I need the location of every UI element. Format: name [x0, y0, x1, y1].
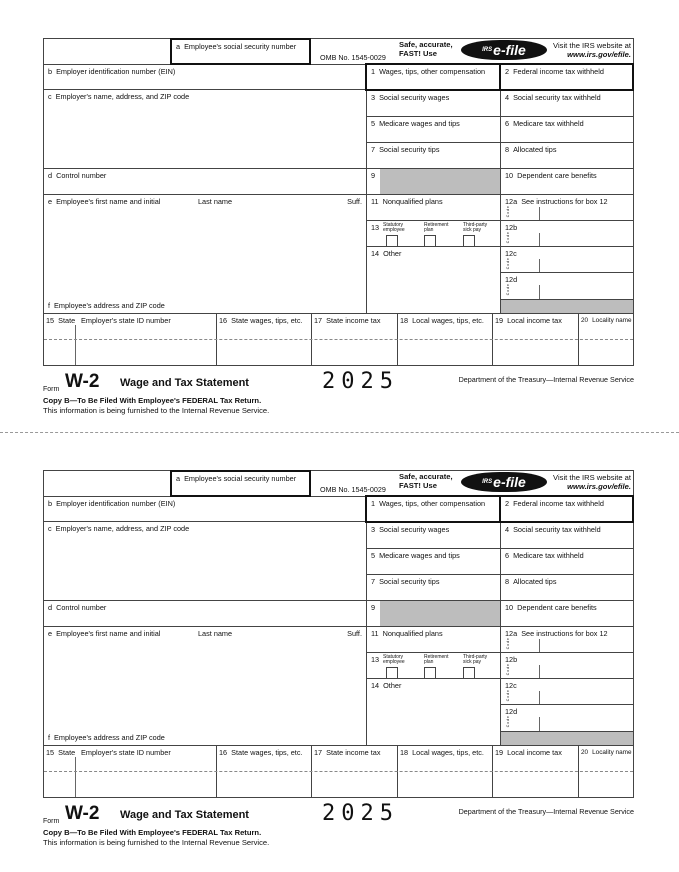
- department-text: Department of the Treasury—Internal Revenue Service: [458, 807, 634, 816]
- box-e-employee-name[interactable]: e Employee's first name and initial Last name Suff. f Employee's address and ZIP code: [43, 626, 367, 746]
- tax-year: 2025: [322, 801, 399, 826]
- irs-website-text: Visit the IRS website at www.irs.gov/efile.: [553, 41, 631, 60]
- box-19-local-tax[interactable]: 19 Local income tax: [492, 313, 579, 366]
- safe-accurate-text: Safe, accurate, FAST! Use: [399, 472, 453, 490]
- box-17-state-tax[interactable]: 17 State income tax: [311, 313, 398, 366]
- box-18-local-wages[interactable]: 18 Local wages, tips, etc.: [397, 313, 493, 366]
- third-party-label: Third-party sick pay: [463, 222, 488, 234]
- box-c-employer[interactable]: c Employer's name, address, and ZIP code: [43, 521, 367, 601]
- state-row-separator: [44, 771, 633, 772]
- box-12d[interactable]: 12d C o d e: [500, 704, 634, 732]
- irs-efile-logo: $^{IRS}$e-file: [461, 472, 547, 492]
- wage-tax-statement-title: Wage and Tax Statement: [120, 809, 249, 821]
- code-label: C o d e: [506, 690, 510, 702]
- omb-number: OMB No. 1545-0029: [320, 53, 386, 62]
- box-14-other[interactable]: 14 Other: [366, 678, 501, 746]
- box-3-ss-wages[interactable]: 3 Social security wages: [366, 90, 501, 117]
- box-9: 9: [366, 600, 501, 627]
- box-12-shading: [500, 299, 634, 314]
- box-12a[interactable]: 12a See instructions for box 12 C o d e: [500, 194, 634, 221]
- box-12d[interactable]: 12d C o d e: [500, 272, 634, 300]
- code-label: C o d e: [506, 232, 510, 244]
- department-text: Department of the Treasury—Internal Revenue Service: [458, 375, 634, 384]
- box-1-wages[interactable]: 1 Wages, tips, other compensation: [365, 63, 501, 91]
- box-5-medicare-wages[interactable]: 5 Medicare wages and tips: [366, 116, 501, 143]
- form-word: Form: [43, 386, 60, 393]
- box-7-ss-tips[interactable]: 7 Social security tips: [366, 142, 501, 169]
- box-14-other[interactable]: 14 Other: [366, 246, 501, 314]
- w2-form-copy-2: [43, 470, 634, 867]
- code-label: C o d e: [506, 664, 510, 676]
- form-w2-title: W-2: [65, 371, 100, 392]
- code-label: C o d e: [506, 638, 510, 650]
- box-12b[interactable]: 12b C o d e: [500, 652, 634, 679]
- box-19-local-tax[interactable]: 19 Local income tax: [492, 745, 579, 798]
- box-18-local-wages[interactable]: 18 Local wages, tips, etc.: [397, 745, 493, 798]
- box-f-label: f Employee's address and ZIP code: [48, 732, 165, 742]
- blank-top-left: [43, 38, 171, 65]
- box-f-label: f Employee's address and ZIP code: [48, 300, 165, 310]
- code-divider: [539, 259, 540, 273]
- box-2-federal-tax[interactable]: 2 Federal income tax withheld: [499, 63, 634, 91]
- box-7-ss-tips[interactable]: 7 Social security tips: [366, 574, 501, 601]
- box-13: 13 Statutory employee Retirement plan Third-party sick pay: [366, 220, 501, 247]
- box-3-ss-wages[interactable]: 3 Social security wages: [366, 522, 501, 549]
- form-word: Form: [43, 818, 60, 825]
- code-divider: [539, 717, 540, 732]
- box-16-state-wages[interactable]: 16 State wages, tips, etc.: [216, 313, 312, 366]
- box-20-locality[interactable]: 20 Locality name: [578, 745, 634, 798]
- safe-accurate-text: Safe, accurate, FAST! Use: [399, 40, 453, 58]
- last-name-label: Last name: [198, 629, 233, 638]
- wage-tax-statement-title: Wage and Tax Statement: [120, 377, 249, 389]
- box-11-nonqualified[interactable]: 11 Nonqualified plans: [366, 194, 501, 221]
- box-12b[interactable]: 12b C o d e: [500, 220, 634, 247]
- box-8-allocated-tips[interactable]: 8 Allocated tips: [500, 574, 634, 601]
- retirement-label: Retirement plan: [424, 654, 449, 666]
- box-a-ssn[interactable]: a Employee's social security number: [170, 470, 311, 497]
- last-name-label: Last name: [198, 197, 233, 206]
- box-15-state[interactable]: 15 State Employer's state ID number: [43, 745, 217, 798]
- tax-year: 2025: [322, 369, 399, 394]
- box-20-locality[interactable]: 20 Locality name: [578, 313, 634, 366]
- form-w2-title: W-2: [65, 803, 100, 824]
- statutory-label: Statutory employee: [383, 654, 405, 666]
- box-9-shading: [380, 601, 500, 626]
- code-divider: [539, 691, 540, 705]
- box-11-nonqualified[interactable]: 11 Nonqualified plans: [366, 626, 501, 653]
- box-9-shading: [380, 169, 500, 194]
- box-6-medicare-tax[interactable]: 6 Medicare tax withheld: [500, 116, 634, 143]
- box-b-ein[interactable]: b Employer identification number (EIN): [43, 496, 367, 522]
- copy-b-text: Copy B—To Be Filed With Employee's FEDERAL Tax Return.: [43, 828, 262, 837]
- box-2-federal-tax[interactable]: 2 Federal income tax withheld: [499, 495, 634, 523]
- box-a-ssn[interactable]: a Employee's social security number: [170, 38, 311, 65]
- box-5-medicare-wages[interactable]: 5 Medicare wages and tips: [366, 548, 501, 575]
- code-divider: [539, 285, 540, 300]
- box-10-dependent-care[interactable]: 10 Dependent care benefits: [500, 600, 634, 627]
- furnish-text: This information is being furnished to the Internal Revenue Service.: [43, 406, 270, 415]
- statutory-label: Statutory employee: [383, 222, 405, 234]
- box-c-employer[interactable]: c Employer's name, address, and ZIP code: [43, 89, 367, 169]
- box-15-state[interactable]: 15 State Employer's state ID number: [43, 313, 217, 366]
- w2-form-copy-1: [43, 38, 634, 435]
- perforation-line: [0, 432, 679, 433]
- box-1-wages[interactable]: 1 Wages, tips, other compensation: [365, 495, 501, 523]
- third-party-label: Third-party sick pay: [463, 654, 488, 666]
- state-row-separator: [44, 339, 633, 340]
- box-b-ein[interactable]: b Employer identification number (EIN): [43, 64, 367, 90]
- box-16-state-wages[interactable]: 16 State wages, tips, etc.: [216, 745, 312, 798]
- box-17-state-tax[interactable]: 17 State income tax: [311, 745, 398, 798]
- box-6-medicare-tax[interactable]: 6 Medicare tax withheld: [500, 548, 634, 575]
- box-12-shading: [500, 731, 634, 746]
- irs-efile-logo: $^{IRS}$e-file: [461, 40, 547, 60]
- code-label: C o d e: [506, 206, 510, 218]
- box-12c[interactable]: 12c C o d e: [500, 678, 634, 705]
- box-4-ss-tax[interactable]: 4 Social security tax withheld: [500, 90, 634, 117]
- box-d-control[interactable]: d Control number: [43, 168, 367, 195]
- code-divider: [539, 639, 540, 653]
- box-e-employee-name[interactable]: e Employee's first name and initial Last name Suff. f Employee's address and ZIP code: [43, 194, 367, 314]
- box-13: 13 Statutory employee Retirement plan Third-party sick pay: [366, 652, 501, 679]
- code-label: C o d e: [506, 284, 510, 296]
- copy-b-text: Copy B—To Be Filed With Employee's FEDERAL Tax Return.: [43, 396, 262, 405]
- state-divider: [75, 757, 76, 797]
- code-label: C o d e: [506, 258, 510, 270]
- box-8-allocated-tips[interactable]: 8 Allocated tips: [500, 142, 634, 169]
- code-label: C o d e: [506, 716, 510, 728]
- blank-top-left: [43, 470, 171, 497]
- state-id-label: Employer's state ID number: [81, 316, 171, 325]
- omb-number: OMB No. 1545-0029: [320, 485, 386, 494]
- code-divider: [539, 233, 540, 247]
- box-d-control[interactable]: d Control number: [43, 600, 367, 627]
- box-9: 9: [366, 168, 501, 195]
- box-10-dependent-care[interactable]: 10 Dependent care benefits: [500, 168, 634, 195]
- furnish-text: This information is being furnished to the Internal Revenue Service.: [43, 838, 270, 847]
- state-id-label: Employer's state ID number: [81, 748, 171, 757]
- code-divider: [539, 665, 540, 679]
- box-4-ss-tax[interactable]: 4 Social security tax withheld: [500, 522, 634, 549]
- state-divider: [75, 325, 76, 365]
- irs-website-text: Visit the IRS website at www.irs.gov/efile.: [553, 473, 631, 492]
- suffix-label: Suff.: [347, 629, 362, 638]
- box-12a[interactable]: 12a See instructions for box 12 C o d e: [500, 626, 634, 653]
- box-12c[interactable]: 12c C o d e: [500, 246, 634, 273]
- retirement-label: Retirement plan: [424, 222, 449, 234]
- suffix-label: Suff.: [347, 197, 362, 206]
- code-divider: [539, 207, 540, 221]
